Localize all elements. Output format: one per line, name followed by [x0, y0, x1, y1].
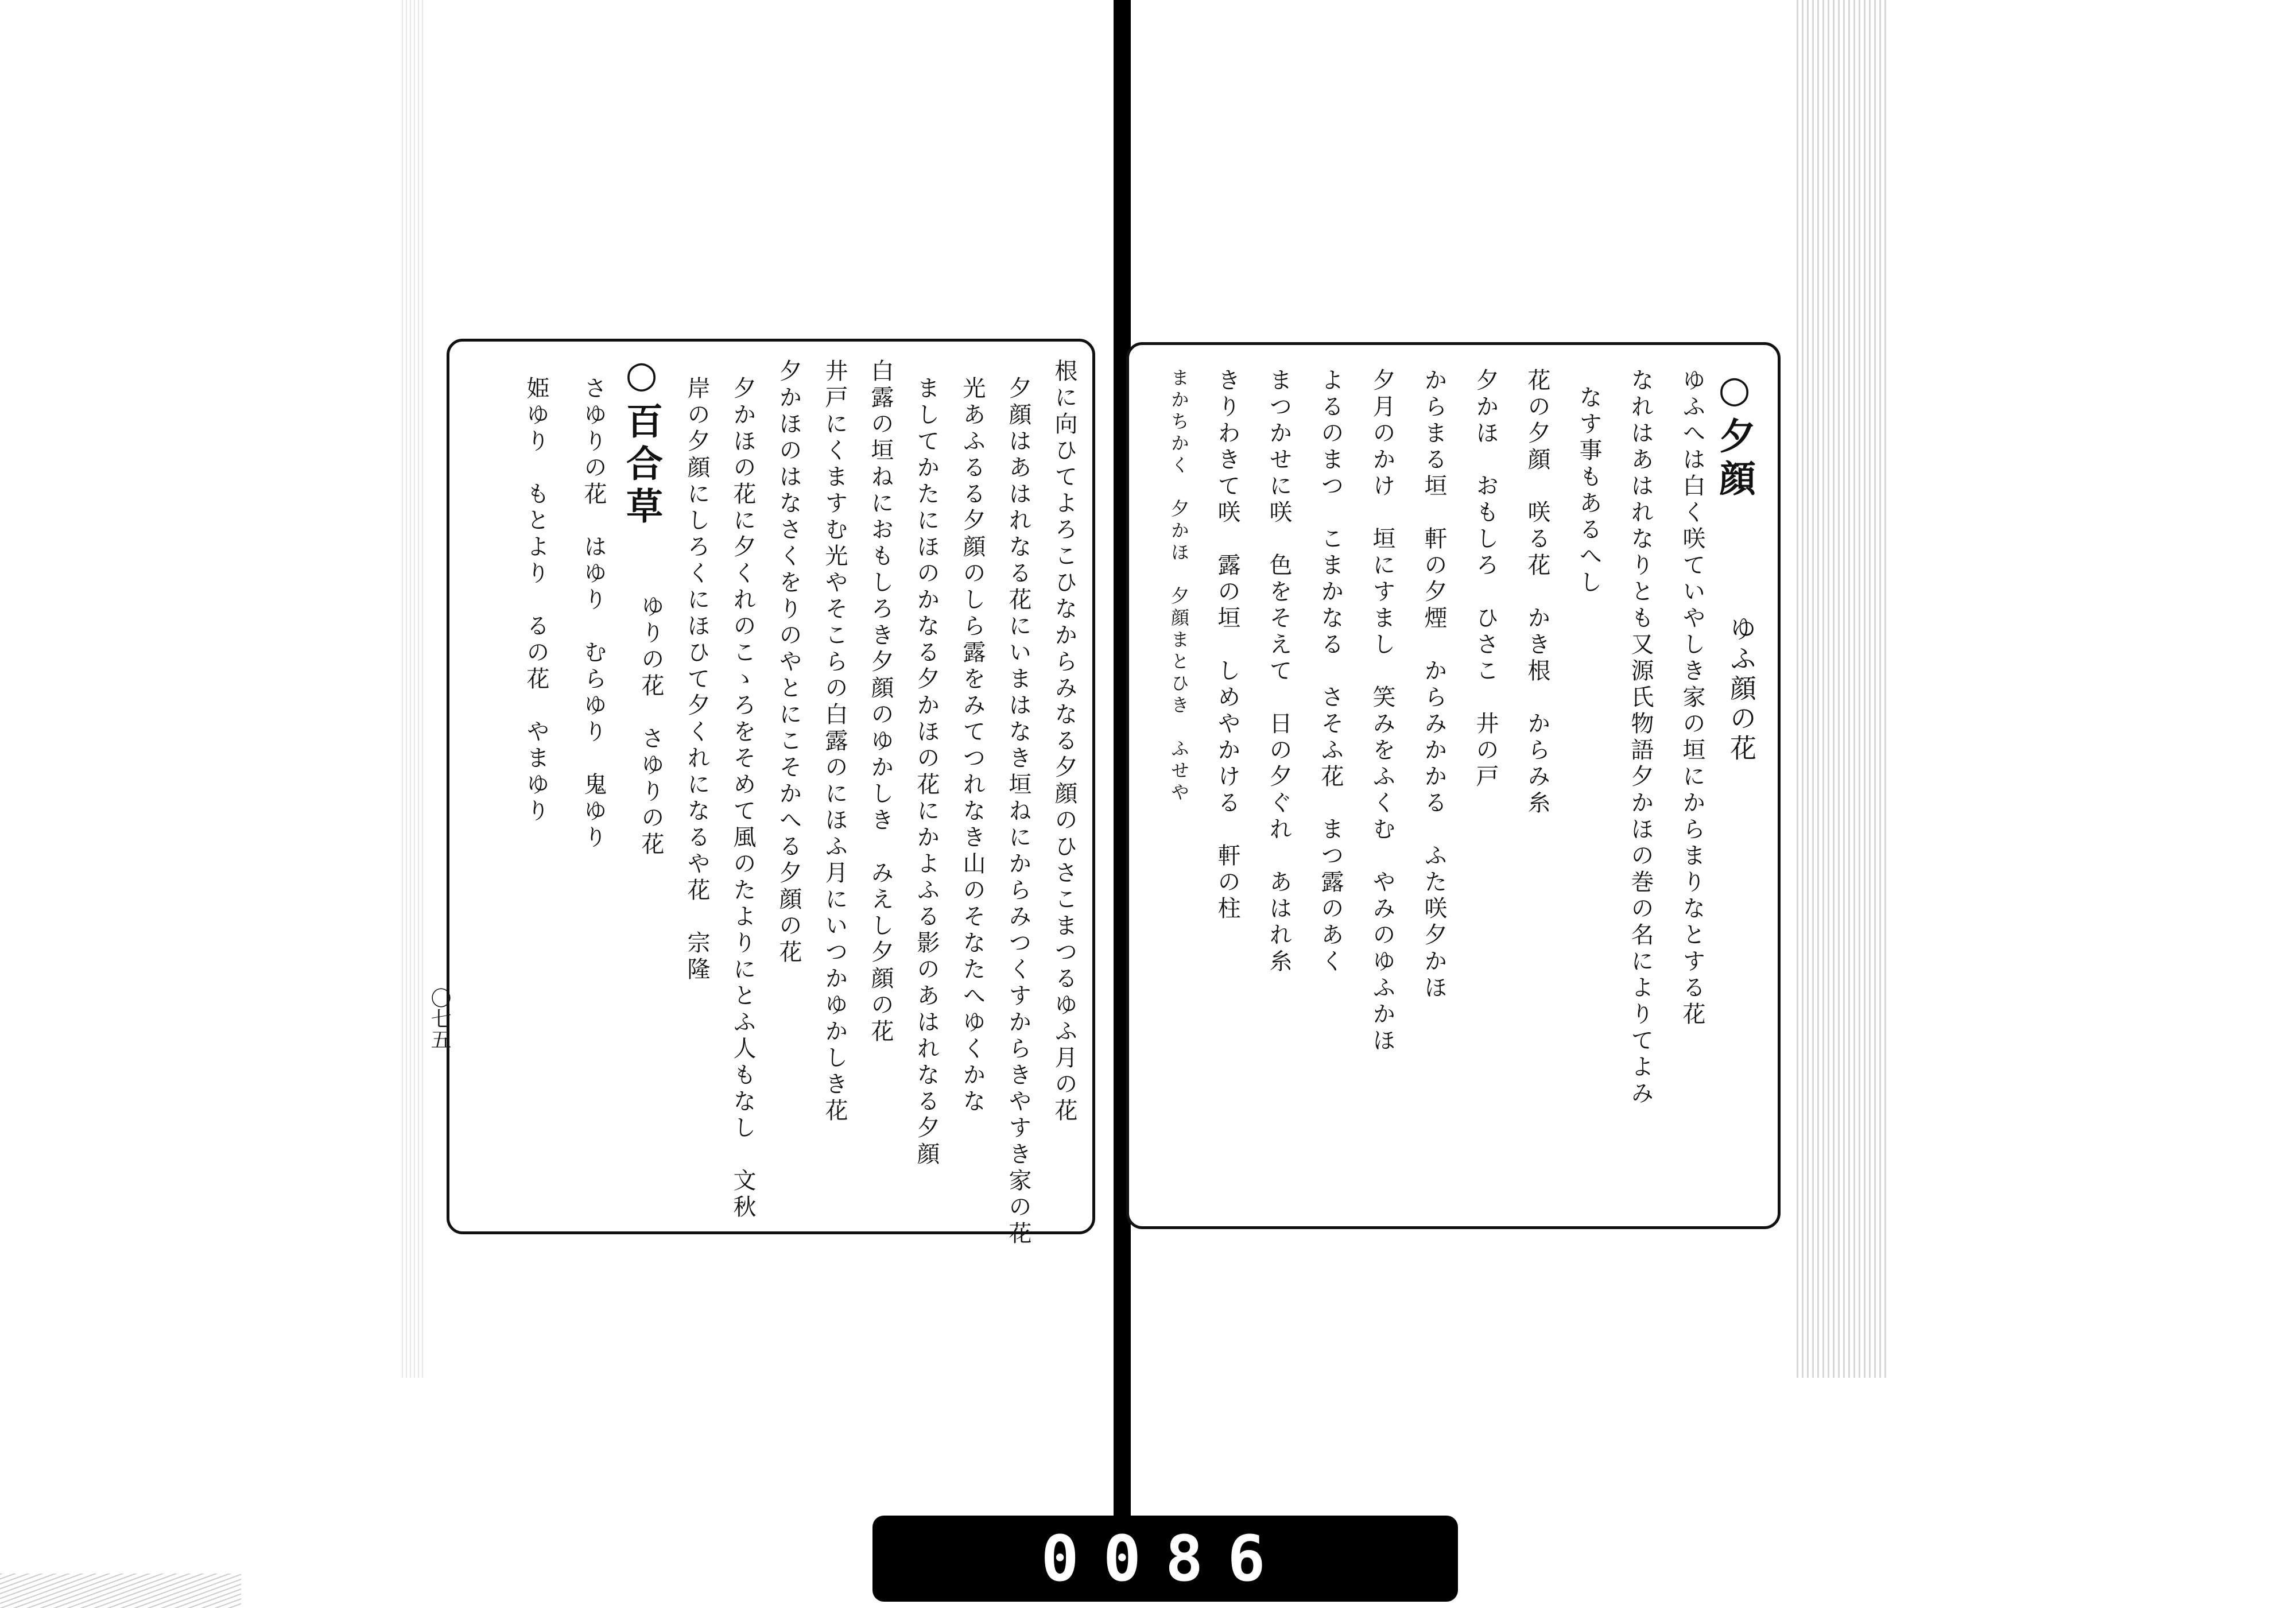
left-col-7: 夕かほのはなさくをりのやとにこそかへる夕顔の花: [775, 359, 802, 966]
left-page-frame: [447, 339, 1095, 1247]
right-col-5: 夕かほ おもしろ ひさこ 井の戸: [1472, 368, 1499, 791]
frame-counter: [872, 1516, 1458, 1602]
left-col-8: 夕かほの花に夕くれのこゝろをそめて風のたよりにとふ人もなし 文秋: [730, 376, 756, 1221]
left-col-5: 白露の垣ねにおもしろき夕顔のゆかしき みえし夕顔の花: [867, 359, 894, 1072]
left-page-edge: [402, 0, 425, 1378]
right-col-3: なす事もあるへし: [1576, 385, 1602, 596]
scan-noise: [0, 1574, 241, 1608]
right-col-10: きりわきて咲 露の垣 しめやかける 軒の柱: [1214, 368, 1240, 923]
right-page-frame: [1126, 342, 1781, 1229]
left-col-2: 夕顔はあはれなる花にいまはなき垣ねにからみつくすからきやすき家の花: [1005, 376, 1031, 1247]
right-col-7: 夕月のかけ 垣にすまし 笑みをふくむ やみのゆふかほ: [1369, 368, 1395, 1055]
right-col-11: まかちかく 夕かほ 夕顔まとひき ふせや: [1168, 368, 1190, 804]
left-col-10: ゆりの花 さゆりの花: [638, 594, 664, 858]
left-col-3: 光あふるる夕顔のしら露をみてつれなき山のそなたへゆくかな: [959, 376, 986, 1115]
frame-counter-number: 0086: [1041, 1522, 1290, 1595]
left-col-1: 根に向ひてよろこひなからみなる夕顔のひさこまつるゆふ月の花: [1051, 359, 1077, 1125]
right-col-1: ゆふへは白く咲ていやしき家の垣にからまりなとする花: [1679, 368, 1705, 1028]
left-col-9: 岸の夕顔にしろくにほひて夕くれになるや花 宗隆: [684, 376, 710, 983]
right-subtitle: ゆふ顔の花: [1726, 615, 1757, 764]
right-heading: ○夕顔: [1713, 368, 1756, 502]
left-col-6: 井戸にくますむ光やそこらの白露のにほふ月にいつかゆかしき花: [821, 359, 848, 1151]
left-col-4: ましてかたにほのかなる夕かほの花にかよふる影のあはれなる夕顔: [913, 376, 940, 1168]
right-page-edge: [1797, 0, 1888, 1378]
right-col-9: まつかせに咲 色をそえて 日の夕ぐれ あはれ糸: [1266, 368, 1292, 975]
left-heading-2: ○百合草: [620, 353, 663, 529]
right-col-4: 花の夕顔 咲る花 かき根 からみ糸: [1524, 368, 1550, 817]
folio-number: 〇七五: [428, 987, 451, 1049]
right-col-2: なれはあはれなりとも又源氏物語夕かほの巻の名によりてよみ: [1627, 368, 1654, 1107]
left-col-11: さゆりの花 はゆり むらゆり 鬼ゆり: [580, 376, 607, 851]
left-col-12: 姫ゆり もとより るの花 やまゆり: [523, 376, 549, 825]
right-col-8: よるのまつ こまかなる さそふ花 まつ露のあく: [1317, 368, 1344, 975]
right-col-6: からまる垣 軒の夕煙 からみかかる ふた咲夕かほ: [1421, 368, 1447, 1002]
